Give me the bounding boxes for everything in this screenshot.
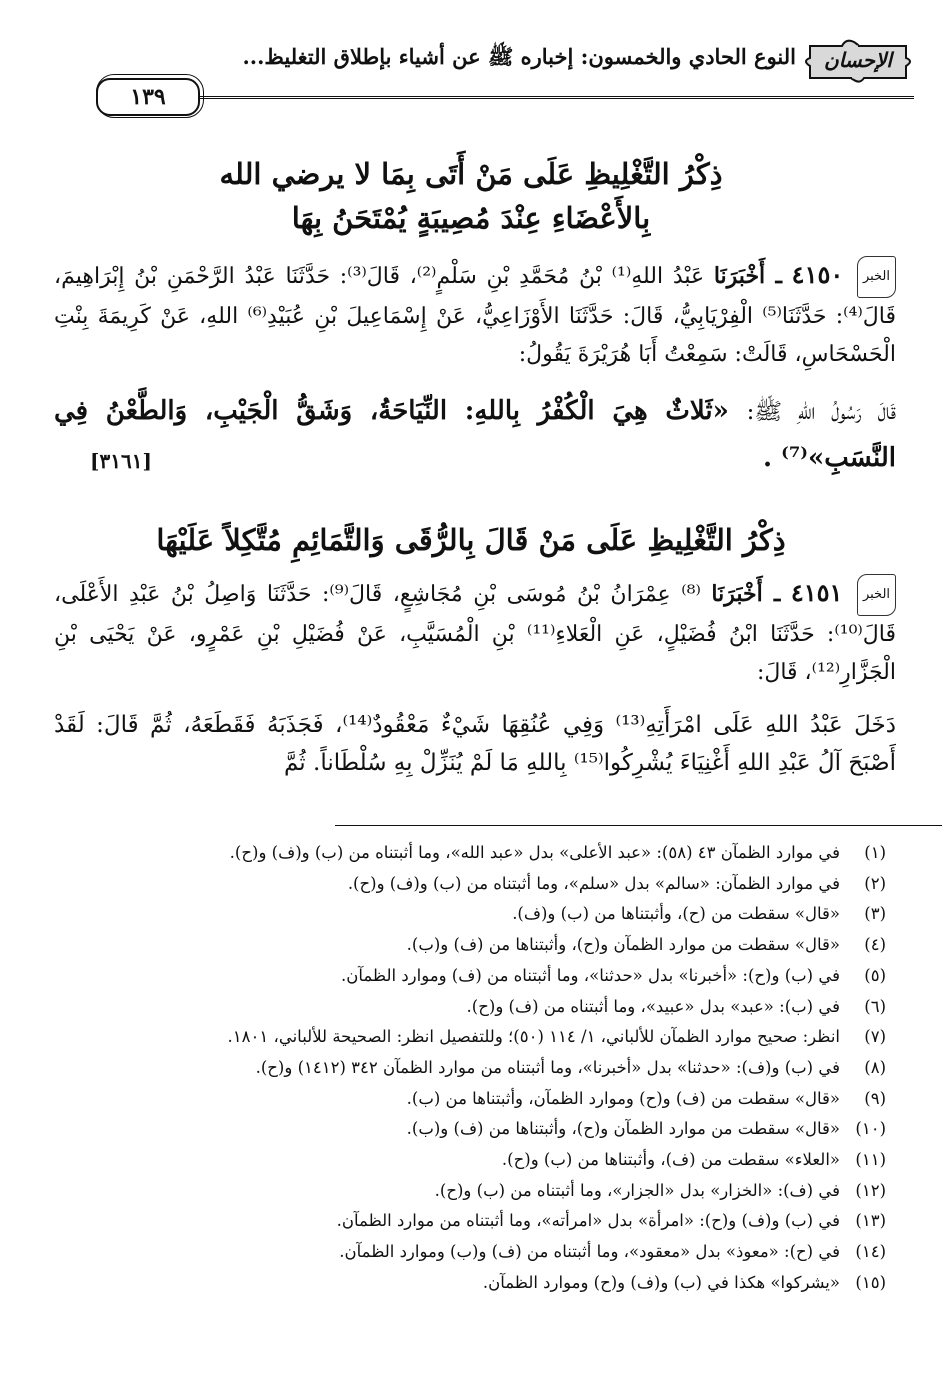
isnad-text: عَبْدُ اللهِ⁽¹⁾ بْنُ مُحَمَّدِ بْنِ سَلْمٍ⁽²⁾، قَالَ⁽³⁾: حَدَّثَنَا عَبْدُ الرَّحْمَنِ بْنُ إِبْرَاهِيمَ، قَالَ⁽⁴⁾: حَدَّثَنَا⁽⁵⁾ الْفِرْيَابِيُّ، قَالَ: حَدَّثَنَا الأَوْزَاعِيُّ، عَنْ إِسْمَاعِيلَ بْنِ عُبَيْدِ⁽⁶⁾ اللهِ، عَنْ كَرِيمَةَ بِنْتِ الْحَسْحَاسِ، قَالَتْ: سَمِعْتُ أَبَا هُرَيْرَةَ يَقُولُ: <box>54 264 896 367</box>
footnote-item <box>60 1145 886 1176</box>
hadith-number: ٤١٥١ <box>790 578 843 607</box>
section-heading-1-line-1: ذِكْرُ التَّغْلِيظِ عَلَى مَنْ أَتَى بِمَا لا يرضي الله <box>219 157 723 191</box>
footnote-text: في (ب) و(ح): «أخبرنا» بدل «حدثنا»، وما أثبتناه من (ف) وموارد الظمآن. <box>341 965 840 985</box>
footnote-number: (١٣) <box>855 1211 886 1231</box>
footnote-number: (١٥) <box>855 1272 886 1292</box>
hadith-4150-isnad <box>54 256 896 374</box>
hadith-4150-matn <box>54 388 896 481</box>
footnote-text: في (ح): «معوذ» بدل «معقود»، وما أثبتناه من (ف) و(ب) وموارد الظمآن. <box>339 1242 840 1262</box>
hadith-marker-icon: الخبر <box>857 574 896 616</box>
section-heading-2-line-1: ذِكْرُ التَّغْلِيظِ عَلَى مَنْ قَالَ بِالرُّقَى وَالتَّمَائِمِ مُتَّكِلاً عَلَيْهَا <box>156 523 786 557</box>
footnote-item <box>60 1237 886 1268</box>
footnote-number: (٥) <box>864 965 886 985</box>
footnote-text: «قال» سقطت من (ح)، وأثبتناها من (ب) و(ف). <box>512 904 840 924</box>
footnote-item <box>60 1053 886 1084</box>
footnote-item <box>60 899 886 930</box>
footnote-text: في (ف): «الخزار» بدل «الجزار»، وما أثبتناه من (ب) و(ح). <box>434 1180 840 1200</box>
footnote-number: (٣) <box>864 904 886 924</box>
footnote-number: (١) <box>864 843 886 862</box>
footnote-number: (٦) <box>864 996 886 1016</box>
matn-intro: قَالَ رَسُولُ اللهِ ﷺ: <box>746 399 896 425</box>
footnote-text: في (ب) و(ف): «حدثنا» بدل «أخبرنا»، وما أثبتناه من موارد الظمآن ٣٤٢ (١٤١٢) و(ح). <box>255 1057 840 1077</box>
footnote-text: «العلاء» سقطت من (ف)، وأثبتناها من (ب) و(ح). <box>501 1150 840 1170</box>
footnote-text: انظر: صحيح موارد الظمآن للألباني، ١/ ١١٤ (٥٠)؛ وللتفصيل انظر: الصحيحة للألباني، ١٨٠١. <box>227 1027 840 1047</box>
book-badge <box>802 38 914 84</box>
book-badge-label: الإحسان <box>824 48 892 72</box>
running-header <box>96 38 914 110</box>
page-number: ١٣٩ <box>96 78 200 116</box>
footnote-item <box>60 1206 886 1237</box>
matn-text: «ثَلاثٌ هِيَ الْكُفْرُ بِاللهِ: النِّيَاحَةُ، وَشَقُّ الْجَيْبِ، وَالطَّعْنُ فِي النَّسَبِ»⁽⁷⁾ . <box>54 396 896 473</box>
footnote-item <box>60 1022 886 1053</box>
footnote-number: (١١) <box>855 1150 886 1170</box>
footnote-text: «قال» سقطت من موارد الظمآن و(ح)، وأثبتناها من (ف) و(ب). <box>406 1119 840 1139</box>
footnote-item <box>60 930 886 961</box>
section-heading-1-line-2: بِالأَعْضَاءِ عِنْدَ مُصِيبَةٍ يُمْتَحَنُ بِهَا <box>291 201 651 235</box>
footnote-text: في موارد الظمآن ٤٣ (٥٨): «عبد الأعلى» بدل «عبد الله»، وما أثبتناه من (ب) و(ف) و(ح). <box>229 843 840 862</box>
section-heading-1 <box>60 152 882 240</box>
footnote-item <box>60 1114 886 1145</box>
footnote-item <box>60 1084 886 1115</box>
footnote-text: في (ب): «عبد» بدل «عبيد»، وما أثبتناه من (ف) و(ح). <box>466 996 840 1016</box>
footnote-text: في (ب) و(ف) و(ح): «امرأة» بدل «امرأته»، وما أثبتناه من موارد الظمآن. <box>336 1211 840 1231</box>
akhbarana-label: ـ أَخْبَرَنَا <box>713 263 782 289</box>
footnotes <box>60 838 886 1299</box>
footnote-number: (٨) <box>864 1057 886 1077</box>
footnote-item <box>60 1268 886 1299</box>
hadith-marker-icon: الخبر <box>857 256 896 298</box>
footnote-number: (٤) <box>864 935 886 955</box>
footnote-number: (٧) <box>864 1027 886 1047</box>
footnote-number: (١٤) <box>855 1242 886 1262</box>
isnad-text: ⁽⁸⁾ عِمْرَانُ بْنُ مُوسَى بْنِ مُجَاشِعٍ، قَالَ⁽⁹⁾: حَدَّثَنَا وَاصِلُ بْنُ عَبْدِ الأَعْلَى، قَالَ⁽¹⁰⁾: حَدَّثَنَا ابْنُ فُضَيْلٍ، عَنِ الْعَلاءِ⁽¹¹⁾ بْنِ الْمُسَيَّبِ، عَنْ فُضَيْلِ بْنِ عَمْرٍو، عَنْ يَحْيَى بْنِ الْجَزَّارِ⁽¹²⁾، قَالَ: <box>54 582 896 685</box>
hadith-number: ٤١٥٠ <box>791 260 844 289</box>
footnote-number: (٩) <box>864 1088 886 1108</box>
footnote-text: «قال» سقطت من موارد الظمآن و(ح)، وأثبتناها من (ف) و(ب). <box>406 935 840 955</box>
footnote-text: «يشركوا» هكذا في (ب) و(ف) و(ح) وموارد الظمآن. <box>482 1272 840 1292</box>
section-heading-2 <box>60 518 882 562</box>
footnote-separator <box>335 825 942 826</box>
footnote-item <box>60 1176 886 1207</box>
footnote-number: (٢) <box>864 873 886 893</box>
header-title: النوع الحادي والخمسون: إخباره ﷺ عن أشياء بإطلاق التغليظ... <box>242 44 796 69</box>
footnote-text: «قال» سقطت من (ف) و(ح) وموارد الظمآن، وأثبتناها من (ب). <box>406 1088 840 1108</box>
footnote-text: في موارد الظمآن: «سالم» بدل «سلم»، وما أثبتناه من (ب) و(ف) و(ح). <box>347 873 840 893</box>
reference-number: [٣١٦١] <box>90 449 152 473</box>
header-rule <box>96 96 914 99</box>
akhbarana-label: ـ أَخْبَرَنَا <box>711 581 781 607</box>
matn-text: دَخَلَ عَبْدُ اللهِ عَلَى امْرَأَتِهِ⁽¹³⁾ وَفِي عُنُقِهَا شَيْءٌ مَعْقُودٌ⁽¹⁴⁾، فَجَذَبَهُ فَقَطَعَهُ، ثُمَّ قَالَ: لَقَدْ أَصْبَحَ آلُ عَبْدِ اللهِ أَغْنِيَاءَ يُشْرِكُوا⁽¹⁵⁾ بِاللهِ مَا لَمْ يُنَزِّلْ بِهِ سُلْطَاناً. ثُمَّ <box>54 712 896 776</box>
footnote-item <box>60 869 886 900</box>
footnote-number: (١٢) <box>855 1180 886 1200</box>
hadith-4151-isnad <box>54 574 896 692</box>
footnote-item <box>60 961 886 992</box>
hadith-4151-matn <box>54 706 896 782</box>
footnote-number: (١٠) <box>855 1119 886 1139</box>
footnote-item <box>60 992 886 1023</box>
footnote-item <box>60 838 886 869</box>
